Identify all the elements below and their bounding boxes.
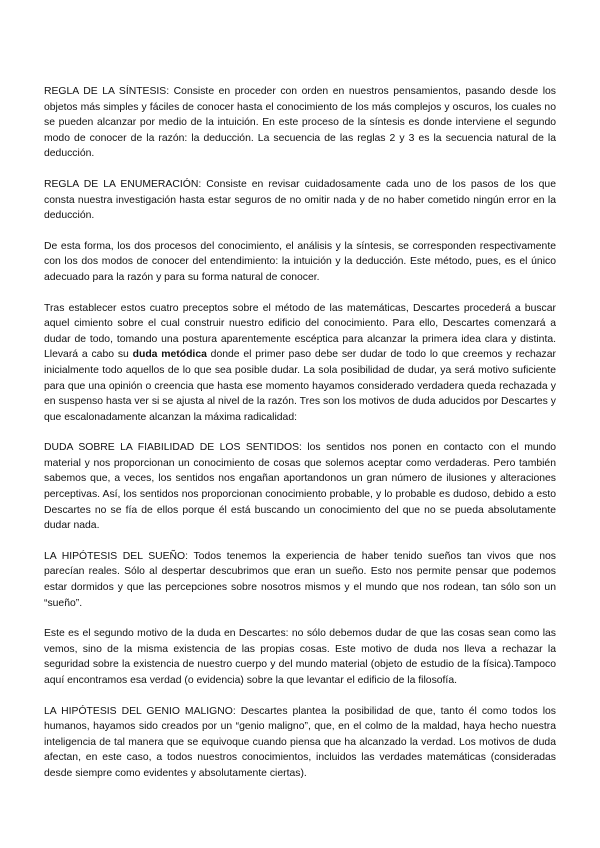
paragraph-hipotesis-sueno bbox=[44, 549, 556, 611]
bold-term: duda metódica bbox=[132, 349, 207, 361]
paragraph-text: donde el primer paso debe ser dudar de todo lo que creemos y rechazar inicialmente todo aquellos de lo que sea posible dudar. La sola posibilidad de dudar, ya será motivo suficiente para que una opinión o creencia que hasta ese momento hayamos considerado verdadera queda rechazada y en suspenso hasta ver si se ajusta al nivel de la razón. Tres son los motivos de duda aducidos por Descartes y que escalonadamente alcanzan la máxima radicalidad: bbox=[44, 349, 556, 423]
paragraph-duda-metodica bbox=[44, 301, 556, 426]
paragraph-genio-maligno bbox=[44, 704, 556, 782]
paragraph-regla-sintesis bbox=[44, 84, 556, 162]
paragraph-segundo-motivo bbox=[44, 626, 556, 688]
paragraph-duda-sentidos bbox=[44, 440, 556, 534]
paragraph-text: LA HIPÓTESIS DEL GENIO MALIGNO: Descartes plantea la posibilidad de que, tanto él como todos los humanos, hayamos sido creados por un “genio maligno”, que, en el colmo de la maldad, haya hecho nuestra inteligencia de tal manera que se equivoque cuando piensa que ha alcanzado la verdad. Los motivos de duda afectan, en este caso, a todos nuestros conocimientos, incluidos las verdades matemáticas (consideradas desde siempre como evidentes y absolutamente ciertas). bbox=[44, 705, 556, 779]
paragraph-regla-enumeracion bbox=[44, 177, 556, 224]
paragraph-text: De esta forma, los dos procesos del conocimiento, el análisis y la síntesis, se corresponden respectivamente con los dos modos de conocer del entendimiento: la intuición y la deducción. Este método, pues, es el único adecuado para la razón y para su forma natural de conocer. bbox=[44, 240, 556, 283]
paragraph-analisis-sintesis bbox=[44, 239, 556, 286]
paragraph-text: REGLA DE LA SÍNTESIS: Consiste en proceder con orden en nuestros pensamientos, pasando desde los objetos más simples y fáciles de conocer hasta el conocimiento de los más complejos y oscuros, los cuales no se pueden alcanzar por medio de la intuición. En este proceso de la síntesis es donde interviene el segundo modo de conocer de la razón: la deducción. La secuencia de las reglas 2 y 3 es la secuencia natural de la deducción. bbox=[44, 86, 556, 160]
paragraph-text: Tras establecer estos cuatro preceptos sobre el método de las matemáticas, Descartes procederá a buscar aquel cimiento sobre el cual construir nuestro edificio del conocimiento. Para ello, Descartes comenzará a dudar de todo, tomando una postura aparentemente escéptica para alcanzar la primera idea clara y distinta. Llevará a cabo su bbox=[44, 302, 556, 361]
paragraph-text: DUDA SOBRE LA FIABILIDAD DE LOS SENTIDOS: los sentidos nos ponen en contacto con el mundo material y nos proporcionan un conocimiento de cosas que solemos aceptar como verdaderas. Pero también sabemos que, a veces, los sentidos nos engañan aportandonos un gran número de ilusiones y alteraciones perceptivas. Así, los sentidos nos proporcionan conocimiento probable, y lo probable es dudoso, debido a esto Descartes no se fía de ellos porque él está buscando un conocimiento del que no se pueda absolutamente dudar nada. bbox=[44, 442, 556, 532]
paragraph-text: REGLA DE LA ENUMERACIÓN: Consiste en revisar cuidadosamente cada uno de los pasos de los que consta nuestra investigación hasta estar seguros de no omitir nada y de no haber cometido ningún error en la deducción. bbox=[44, 178, 556, 222]
paragraph-text: Este es el segundo motivo de la duda en Descartes: no sólo debemos dudar de que las cosas sean como las vemos, sino de la misma existencia de las propias cosas. Este motivo de duda nos lleva a rechazar la seguridad sobre la existencia de nuestro cuerpo y del mundo material (objeto de estudio de la física).Tampoco aquí encontramos esa verdad (o evidencia) sobre la que levantar el edificio de la filosofía. bbox=[44, 628, 556, 686]
paragraph-text: LA HIPÓTESIS DEL SUEÑO: Todos tenemos la experiencia de haber tenido sueños tan vivos que nos parecían reales. Sólo al despertar descubrimos que eran un sueño. Esto nos permite pensar que podemos estar dormidos y que las percepciones sobre nosotros mismos y el mundo que nos rodean, tan sólo son un “sueño”. bbox=[44, 550, 556, 609]
